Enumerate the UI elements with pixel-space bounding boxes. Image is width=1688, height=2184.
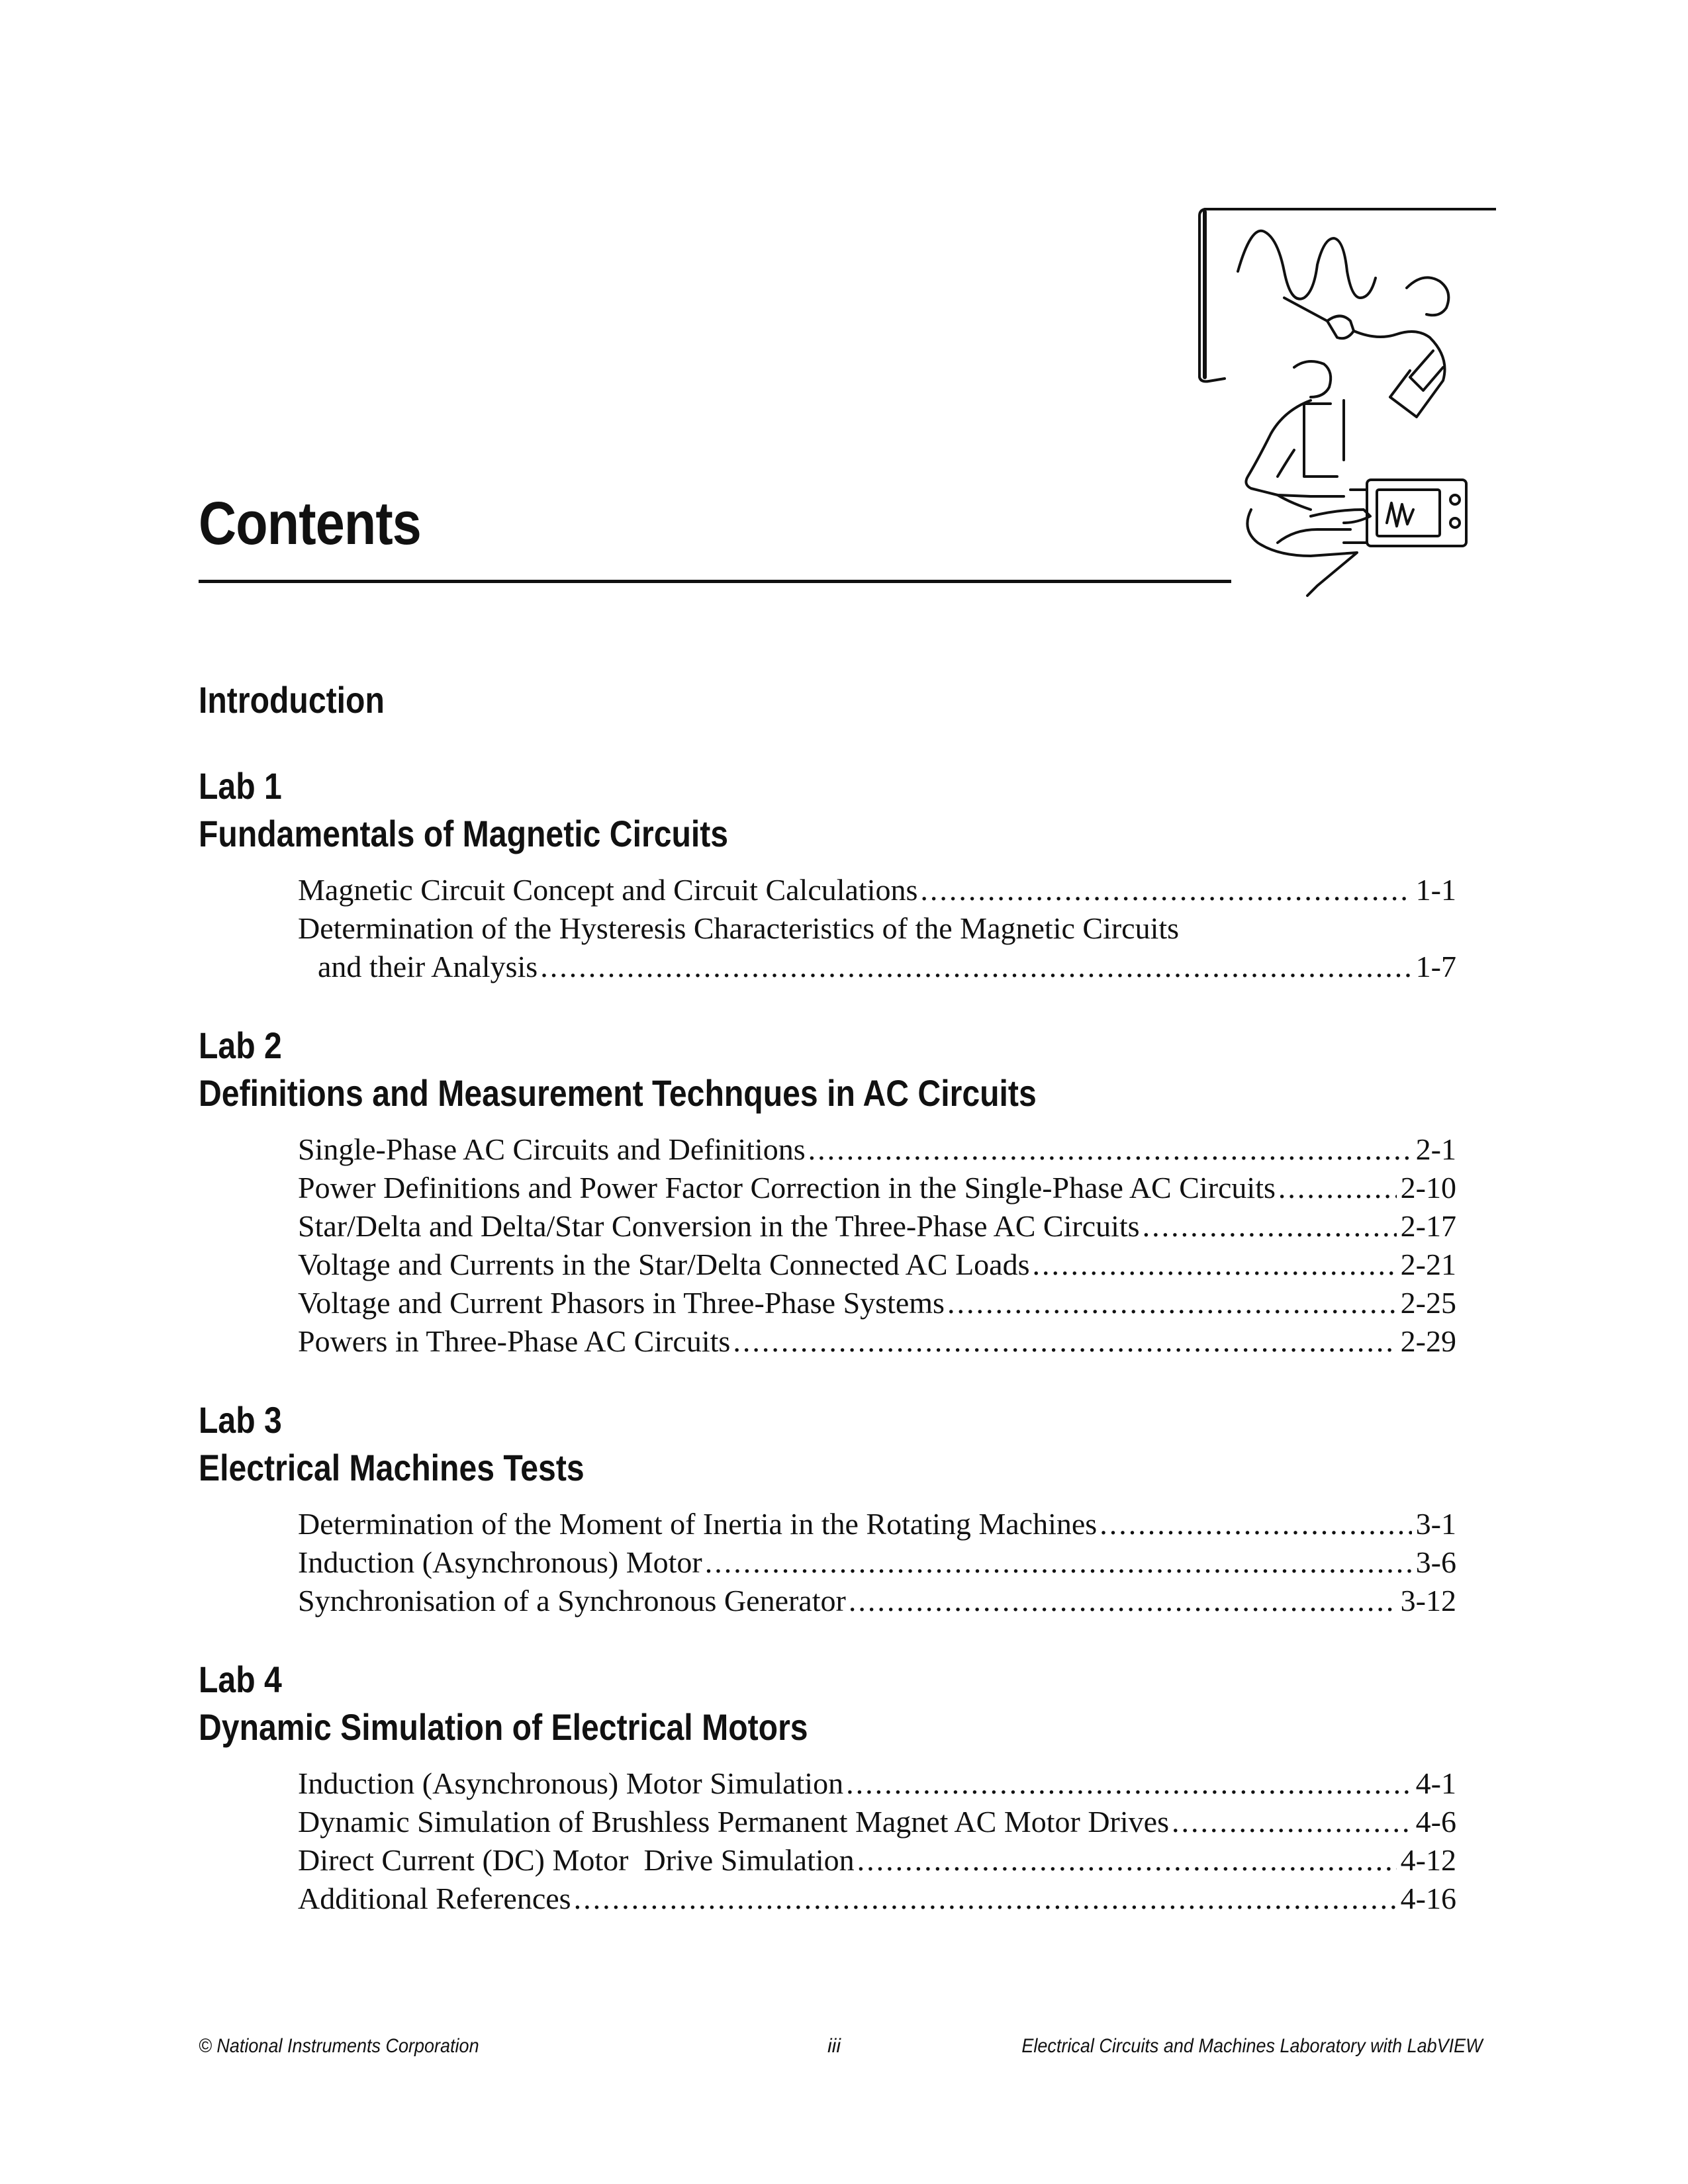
dot-leader (1100, 1505, 1411, 1543)
dot-leader (849, 1582, 1397, 1620)
toc-entry-title: Power Definitions and Power Factor Correction in the Single-Phase AC Circuits (298, 1171, 1276, 1205)
toc-entry-title: Dynamic Simulation of Brushless Permanent Magnet AC Motor Drives (298, 1805, 1169, 1839)
toc-entry-page: 4-1 (1415, 1766, 1456, 1800)
toc-entry-page: 2-21 (1400, 1248, 1456, 1281)
toc-entry-title: Determination of the Moment of Inertia in the Rotating Machines (298, 1507, 1098, 1541)
dot-leader (1172, 1803, 1412, 1841)
toc-entry-title: Voltage and Currents in the Star/Delta Connected AC Loads (298, 1248, 1030, 1281)
dot-leader (574, 1880, 1397, 1918)
toc-entry[interactable] (298, 1169, 1456, 1207)
engineer-illustration-icon (1178, 199, 1496, 609)
toc-lab-4 (199, 1661, 1456, 1918)
toc-entry-title: Synchronisation of a Synchronous Generator (298, 1584, 846, 1617)
dot-leader (1032, 1246, 1396, 1284)
lab-number: Lab 2 (199, 1024, 282, 1066)
toc-entry[interactable] (298, 871, 1456, 909)
toc-entry[interactable] (298, 1130, 1456, 1169)
toc-entry[interactable] (298, 1803, 1456, 1841)
lab-title[interactable]: Dynamic Simulation of Electrical Motors (199, 1706, 808, 1748)
toc-entry-title: and their Analysis (318, 950, 538, 983)
dot-leader (733, 1322, 1396, 1361)
toc-entry-title: Voltage and Current Phasors in Three-Phase Systems (298, 1286, 945, 1320)
toc-entry-title: Induction (Asynchronous) Motor Simulation (298, 1766, 844, 1800)
page-title: Contents (199, 490, 421, 557)
toc-entry[interactable] (298, 1764, 1456, 1803)
dot-leader (540, 948, 1411, 986)
toc-entry[interactable] (298, 1880, 1456, 1918)
toc-entry[interactable] (298, 1207, 1456, 1246)
toc-entry[interactable] (298, 1841, 1456, 1880)
dot-leader (1278, 1169, 1397, 1207)
toc-entry-page: 3-12 (1400, 1584, 1456, 1617)
toc-entry[interactable] (298, 1505, 1456, 1543)
toc-entry-page: 2-1 (1415, 1132, 1456, 1166)
toc-lab-1 (199, 765, 1456, 986)
toc-entry-page: 1-7 (1415, 950, 1456, 983)
toc-entry-page: 4-6 (1415, 1805, 1456, 1839)
toc-entry[interactable] (298, 1543, 1456, 1582)
toc-entry-title-line1[interactable]: Determination of the Hysteresis Characteristics of the Magnetic Circuits (298, 911, 1180, 945)
dot-leader (705, 1543, 1412, 1582)
toc-entry[interactable] (298, 1582, 1456, 1620)
lab-number: Lab 4 (199, 1659, 282, 1700)
toc-entry-page: 4-12 (1400, 1843, 1456, 1877)
toc-entry-page: 4-16 (1400, 1882, 1456, 1915)
lab-number: Lab 1 (199, 765, 282, 807)
footer-book-title: Electrical Circuits and Machines Laboratory with LabVIEW (1021, 2035, 1483, 2057)
toc-entry-page: 3-1 (1415, 1507, 1456, 1541)
table-of-contents (199, 679, 1456, 1959)
lab-title[interactable]: Definitions and Measurement Technques in AC Circuits (199, 1072, 1037, 1114)
footer-copyright: © National Instruments Corporation (199, 2035, 479, 2057)
dot-leader (808, 1130, 1412, 1169)
toc-entry-page: 2-29 (1400, 1324, 1456, 1358)
toc-entry-title: Induction (Asynchronous) Motor (298, 1545, 702, 1579)
toc-entry-title: Powers in Three-Phase AC Circuits (298, 1324, 731, 1358)
footer-page-number: iii (827, 2035, 841, 2057)
toc-entry-title: Magnetic Circuit Concept and Circuit Calculations (298, 873, 918, 907)
toc-lab-2 (199, 1024, 1456, 1361)
toc-entry[interactable] (298, 1246, 1456, 1284)
title-rule (199, 580, 1231, 583)
dot-leader (1143, 1207, 1397, 1246)
lab-number: Lab 3 (199, 1399, 282, 1441)
toc-entry-page: 2-25 (1400, 1286, 1456, 1320)
dot-leader (947, 1284, 1397, 1322)
toc-entry[interactable] (318, 948, 1456, 986)
toc-entry[interactable] (298, 1284, 1456, 1322)
toc-lab-3 (199, 1399, 1456, 1620)
toc-entry-page: 3-6 (1415, 1545, 1456, 1579)
toc-entry-title: Star/Delta and Delta/Star Conversion in the Three-Phase AC Circuits (298, 1209, 1140, 1243)
dot-leader (920, 871, 1411, 909)
toc-entry[interactable] (298, 1322, 1456, 1361)
lab-title[interactable]: Fundamentals of Magnetic Circuits (199, 813, 729, 854)
dot-leader (846, 1764, 1412, 1803)
toc-entry-title: Additional References (298, 1882, 571, 1915)
dot-leader (857, 1841, 1397, 1880)
toc-entry-page: 1-1 (1415, 873, 1456, 907)
toc-entry-title: Direct Current (DC) Motor Drive Simulation (298, 1843, 855, 1877)
toc-introduction[interactable]: Introduction (199, 679, 385, 721)
toc-entry-title: Single-Phase AC Circuits and Definitions (298, 1132, 806, 1166)
toc-entry-page: 2-17 (1400, 1209, 1456, 1243)
toc-entry-page: 2-10 (1400, 1171, 1456, 1205)
lab-title[interactable]: Electrical Machines Tests (199, 1447, 585, 1488)
